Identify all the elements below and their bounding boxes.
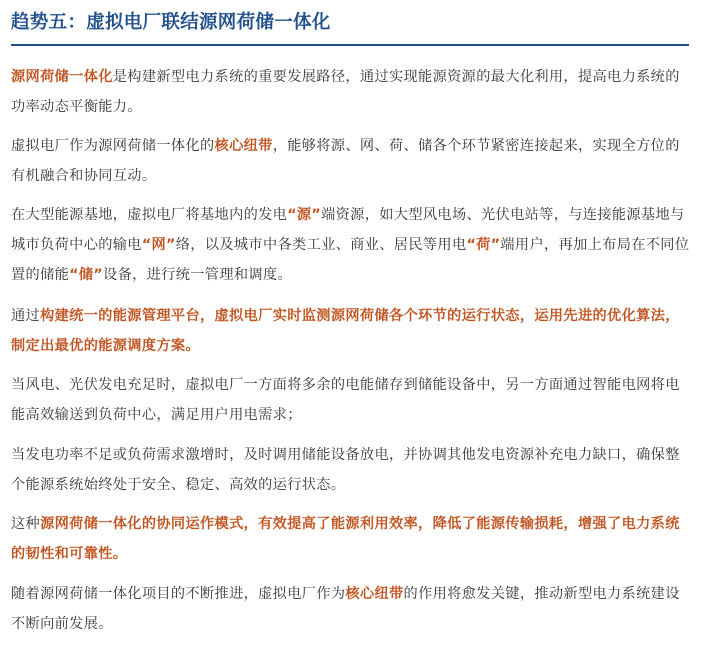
body-text: 在大型能源基地，虚拟电厂将基地内的发电 — [11, 207, 288, 223]
body-text: 虚拟电厂作为源网荷储一体化的 — [11, 138, 215, 154]
highlight-text: 源网荷储一体化 — [11, 69, 113, 85]
highlight-text: “源” — [287, 207, 322, 223]
highlight-text: 核心纽带 — [345, 586, 404, 602]
body-text: 当风电、光伏发电充足时，虚拟电厂一方面将多余的电能储存到储能设备中，另一方面通过智能电网将电能高效输送到负荷中心，满足用户用电需求； — [11, 377, 680, 423]
paragraph-3 — [11, 200, 691, 290]
body-text: 端资源，如大型风电场、光伏电站等，与连接能源基地与城市负荷中心的输电 — [11, 207, 685, 253]
body-text: ，能够将源、网、荷、储各个环节紧密连接起来，实现全方位的有机融合和协同互动。 — [11, 138, 680, 184]
paragraph-6 — [11, 440, 691, 500]
highlight-text: 构建统一的能源管理平台，虚拟电厂实时监测源网荷储各个环节的运行状态，运用先进的优化算法，制定出最优的能源调度方案。 — [11, 308, 680, 354]
title-divider — [11, 44, 689, 46]
body-text: 设备，进行统一管理和调度。 — [103, 267, 293, 283]
highlight-text: “荷” — [466, 237, 501, 253]
paragraph-4 — [11, 301, 691, 361]
body-text: 的作用将愈发关键，推动新型电力系统建设不断向前发展。 — [11, 586, 680, 632]
article-title: 趋势五：虚拟电厂联结源网荷储一体化 — [11, 12, 331, 33]
highlight-text: “储” — [69, 267, 104, 283]
paragraph-1 — [11, 62, 691, 122]
body-text: 这种 — [11, 516, 41, 532]
highlight-text: 源网荷储一体化的协同运作模式，有效提高了能源利用效率，降低了能源传输损耗，增强了电力系统的韧性和可靠性。 — [11, 516, 680, 562]
body-text: 是构建新型电力系统的重要发展路径，通过实现能源资源的最大化利用，提高电力系统的功率动态平衡能力。 — [11, 69, 680, 115]
body-text: 当发电功率不足或负荷需求激增时，及时调用储能设备放电，并协调其他发电资源补充电力缺口，确保整个能源系统始终处于安全、稳定、高效的运行状态。 — [11, 447, 680, 493]
body-text: 通过 — [11, 308, 41, 324]
paragraph-2 — [11, 131, 691, 191]
paragraph-5 — [11, 370, 691, 430]
paragraph-7 — [11, 509, 691, 569]
body-text: 端用户，再加上布局在不同位置的储能 — [11, 237, 690, 283]
paragraph-8 — [11, 579, 691, 639]
highlight-text: 核心纽带 — [214, 138, 273, 154]
highlight-text: “网” — [141, 237, 176, 253]
body-text: 络，以及城市中各类工业、商业、居民等用电 — [175, 237, 467, 253]
body-text: 随着源网荷储一体化项目的不断推进，虚拟电厂作为 — [11, 586, 346, 602]
